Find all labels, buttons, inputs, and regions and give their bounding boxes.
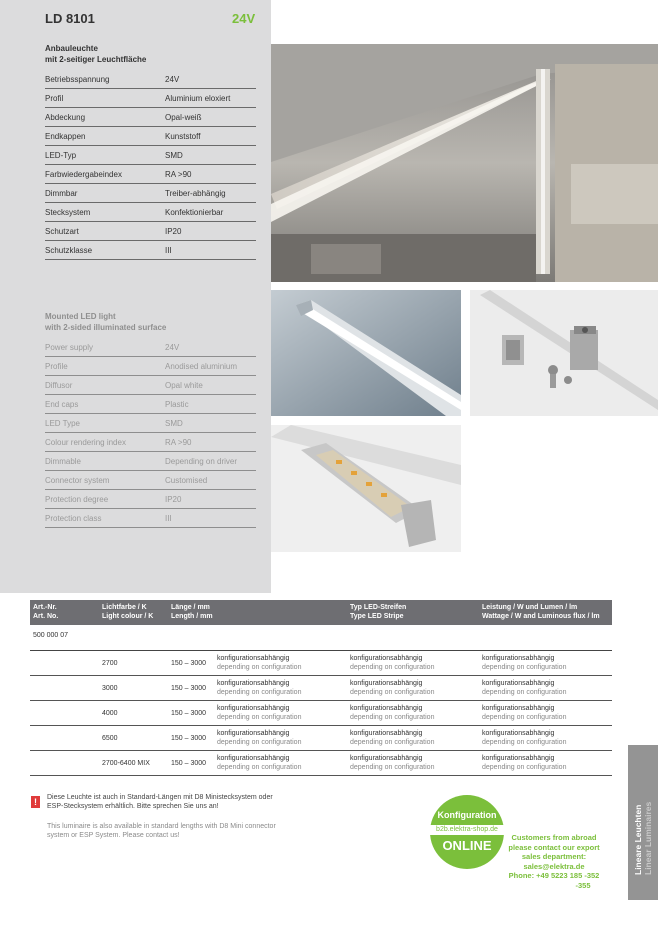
spec-row: Dimmable Depending on driver bbox=[45, 452, 256, 471]
product-title: LD 8101 bbox=[45, 11, 95, 26]
article-table bbox=[30, 600, 612, 776]
spec-row: End caps Plastic bbox=[45, 395, 256, 414]
contact-email-link[interactable]: sales@elektra.de bbox=[523, 861, 585, 871]
side-tab-label-en: Linear Luminaires bbox=[643, 801, 653, 875]
contact-phone-ext: -355 bbox=[575, 880, 591, 890]
de-spec-table bbox=[45, 70, 256, 260]
spec-row: Power supply 24V bbox=[45, 338, 256, 357]
spec-row: Schutzklasse III bbox=[45, 241, 256, 260]
table-row: 6500 150 – 3000 konfigurationsabhängig depending on configuration konfigurationsabhängig depending on configuration konfigurationsabhängig depending on configuration bbox=[30, 726, 612, 751]
spec-row: Abdeckung Opal-weiß bbox=[45, 108, 256, 127]
spec-row: Betriebsspannung 24V bbox=[45, 70, 256, 89]
side-tab-label-de: Lineare Leuchten bbox=[633, 804, 643, 875]
profile-closeup-photo bbox=[271, 290, 461, 416]
badge-title: Konfiguration bbox=[437, 810, 497, 820]
table-row: 3000 150 – 3000 konfigurationsabhängig depending on configuration konfigurationsabhängig depending on configuration konfigurationsabhängig depending on configuration bbox=[30, 676, 612, 701]
led-stripe-photo bbox=[271, 425, 461, 552]
de-subtitle-line2: mit 2-seitiger Leuchtfläche bbox=[45, 55, 147, 64]
contact-phone: Phone: +49 5223 185 -352 bbox=[508, 871, 600, 880]
badge-online: ONLINE bbox=[442, 838, 492, 853]
product-voltage: 24V bbox=[232, 11, 256, 26]
spec-row: Dimmbar Treiber-abhängig bbox=[45, 184, 256, 203]
header-art: Art.-Nr. Art. No. bbox=[33, 604, 59, 620]
badge-url-link[interactable]: b2b.elektra-shop.de bbox=[422, 825, 512, 835]
header-length: Länge / mm Length / mm bbox=[171, 604, 213, 620]
en-subtitle-line1: Mounted LED light bbox=[45, 312, 116, 321]
spec-row: Farbwiedergabeindex RA >90 bbox=[45, 165, 256, 184]
header-colour: Lichtfarbe / K Light colour / K bbox=[102, 604, 154, 620]
spec-row: Protection class III bbox=[45, 509, 256, 528]
header-stripe: Typ LED-Streifen Type LED Stripe bbox=[350, 604, 407, 620]
spec-row: Endkappen Kunststoff bbox=[45, 127, 256, 146]
spec-row: Diffusor Opal white bbox=[45, 376, 256, 395]
export-contact: Customers from abroad please contact our export sales department: sales@elektra.de Phone: +49 5223 185 -352 -355 bbox=[496, 833, 612, 890]
configuration-online-badge[interactable] bbox=[430, 795, 504, 869]
warning-icon: ! bbox=[31, 796, 40, 808]
article-number: 500 000 07 bbox=[33, 632, 69, 639]
header-power: Leistung / W und Lumen / lm Wattage / W and Luminous flux / lm bbox=[482, 604, 600, 620]
spec-row: LED-Typ SMD bbox=[45, 146, 256, 165]
en-subtitle-line2: with 2-sided illuminated surface bbox=[45, 323, 167, 332]
article-number-row bbox=[30, 625, 612, 651]
spec-row: Stecksystem Konfektionierbar bbox=[45, 203, 256, 222]
spec-row: Schutzart IP20 bbox=[45, 222, 256, 241]
connector-closeup-photo bbox=[470, 290, 658, 416]
spec-row: Protection degree IP20 bbox=[45, 490, 256, 509]
category-side-tab bbox=[628, 745, 658, 900]
spec-row: Profil Aluminium eloxiert bbox=[45, 89, 256, 108]
de-subtitle-line1: Anbauleuchte bbox=[45, 44, 98, 53]
spec-row: Profile Anodised aluminium bbox=[45, 357, 256, 376]
table-header bbox=[30, 600, 612, 625]
notice-en: This luminaire is also available in standard lengths with D8 Mini connector system or ESP System. Please contact us! bbox=[47, 823, 276, 839]
notice-de: Diese Leuchte ist auch in Standard-Längen mit D8 Ministecksystem oder ESP-Stecksystem erhältlich. Bitte sprechen Sie uns an! bbox=[47, 794, 273, 810]
spec-row: Connector system Customised bbox=[45, 471, 256, 490]
en-spec-table bbox=[45, 338, 256, 528]
main-product-photo bbox=[271, 44, 658, 282]
table-row: 2700 150 – 3000 konfigurationsabhängig depending on configuration konfigurationsabhängig depending on configuration konfigurationsabhängig depending on configuration bbox=[30, 651, 612, 676]
spec-row: Colour rendering index RA >90 bbox=[45, 433, 256, 452]
table-row: 2700-6400 MIX 150 – 3000 konfigurationsabhängig depending on configuration konfigurationsabhängig depending on configuration konfigurationsabhängig depending on configuration bbox=[30, 751, 612, 776]
de-subtitle bbox=[45, 43, 146, 65]
table-row: 4000 150 – 3000 konfigurationsabhängig depending on configuration konfigurationsabhängig depending on configuration konfigurationsabhängig depending on configuration bbox=[30, 701, 612, 726]
en-subtitle bbox=[45, 311, 166, 333]
spec-row: LED Type SMD bbox=[45, 414, 256, 433]
